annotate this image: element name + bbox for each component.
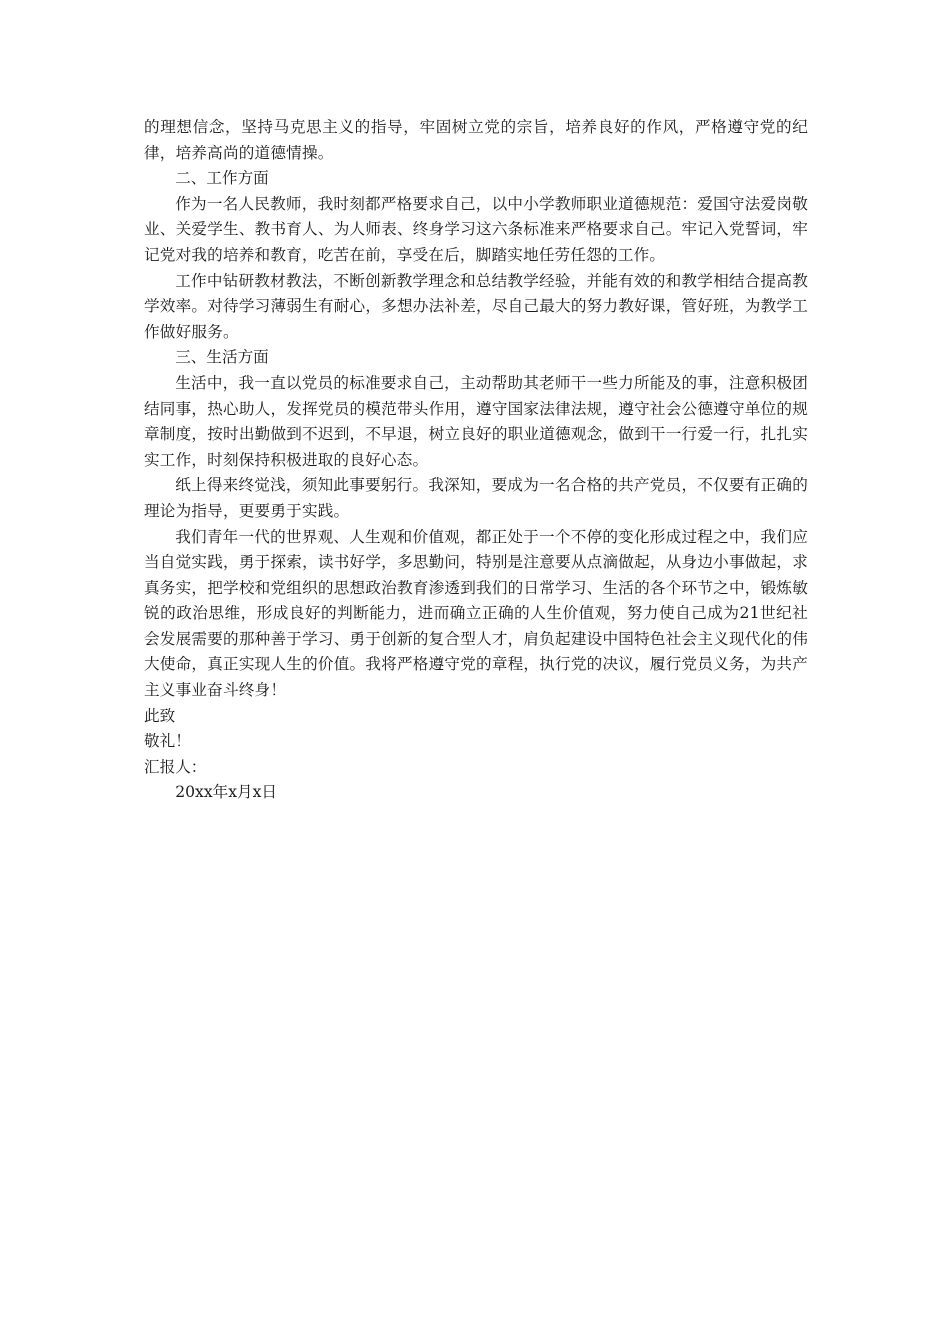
report-date: 20xx年x月x日 [175, 783, 277, 802]
life-paragraph-1: 生活中，我一直以党员的标准要求自己，主动帮助其老师干一些力所能及的事，注意积极团结同事，热心助人，发挥党员的模范带头作用，遵守国家法律法规，遵守社会公德遵守单位的规章制度，按时出勤做到不迟到，不早退，树立良好的职业道德观念，做到干一行爱一行，扎扎实实工作，时刻保持积极进取的良好心态。 [144, 373, 808, 469]
work-paragraph-2: 工作中钻研教材教法，不断创新教学理念和总结教学经验，并能有效的和教学相结合提高教学效率。对待学习薄弱生有耐心，多想办法补差，尽自己最大的努力教好课，管好班，为教学工作做好服务。 [144, 271, 808, 341]
intro-continuation-paragraph: 的理想信念，坚持马克思主义的指导，牢固树立党的宗旨，培养良好的作风，严格遵守党的纪律，培养高尚的道德情操。 [144, 118, 808, 162]
section-heading-work: 二、工作方面 [175, 169, 269, 188]
work-paragraph-1: 作为一名人民教师，我时刻都严格要求自己，以中小学教师职业道德规范：爱国守法爱岗敬业、关爱学生、教书育人、为人师表、终身学习这六条标准来严格要求自己。牢记入党誓词，牢记党对我的培养和教育，吃苦在前，享受在后，脚踏实地任劳任怨的工作。 [144, 194, 808, 264]
section-heading-life: 三、生活方面 [175, 348, 269, 367]
reporter-label: 汇报人： [144, 757, 207, 776]
document-body [144, 115, 808, 806]
life-paragraph-2: 纸上得来终觉浅，须知此事要躬行。我深知，要成为一名合格的共产党员，不仅要有正确的理论为指导，更要勇于实践。 [144, 476, 808, 520]
life-paragraph-3: 我们青年一代的世界观、人生观和价值观，都正处于一个不停的变化形成过程之中，我们应当自觉实践，勇于探索，读书好学，多思勤问，特别是注意要从点滴做起，从身边小事做起，求真务实，把学校和党组织的思想政治教育渗透到我们的日常学习、生活的各个环节之中，锻炼敏锐的政治思维，形成良好的判断能力，进而确立正确的人生价值观，努力使自己成为21世纪社会发展需要的那种善于学习、勇于创新的复合型人才，肩负起建设中国特色社会主义现代化的伟大使命，真正实现人生的价值。我将严格遵守党的章程，执行党的决议，履行党员义务，为共产主义事业奋斗终身！ [144, 527, 808, 700]
closing-salutation: 此致 [144, 706, 176, 725]
closing-regards: 敬礼！ [144, 732, 191, 751]
